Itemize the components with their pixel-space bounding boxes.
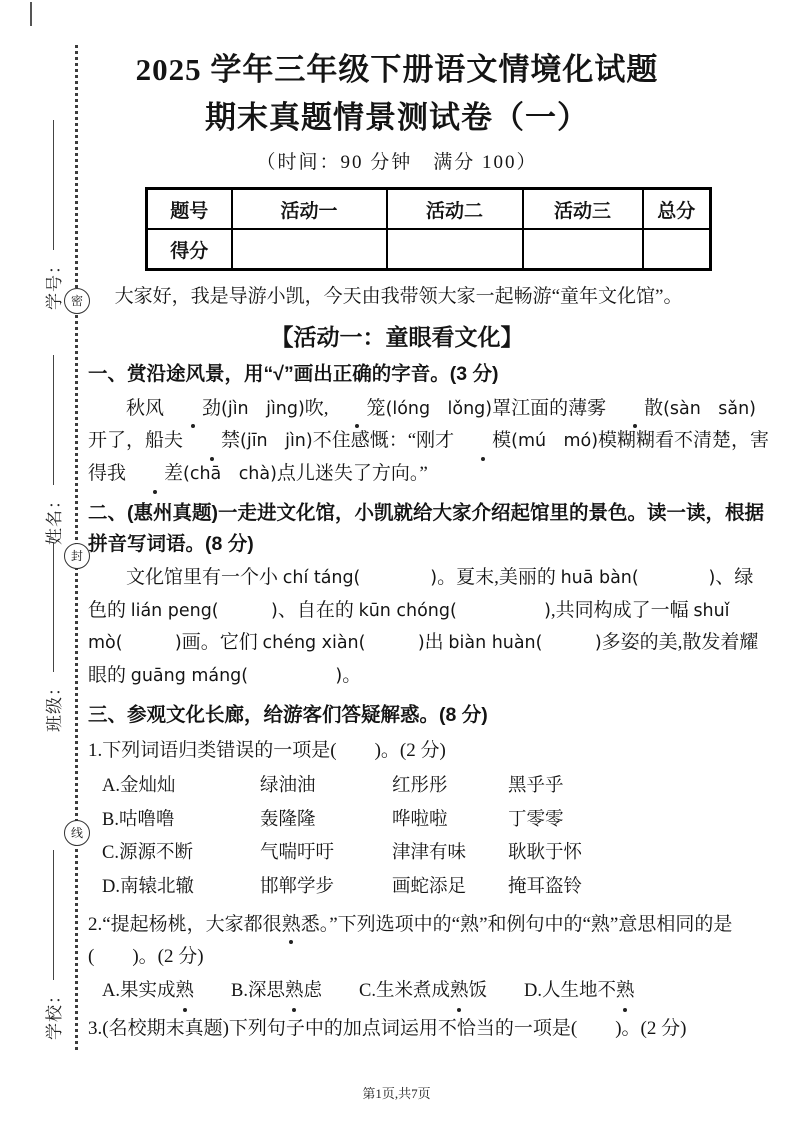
score-table-col-activity1: 活动一	[232, 189, 387, 230]
option-cell: 丁零零	[508, 809, 564, 830]
option-cell: 画蛇添足	[392, 877, 467, 898]
class-blank-line	[53, 542, 54, 672]
option-row-d	[102, 871, 770, 905]
option-cell: 红彤彤	[392, 776, 448, 797]
name-blank-line	[53, 355, 54, 485]
option-row-c	[102, 837, 770, 871]
student-number-label: 学号：	[44, 256, 64, 310]
option-cell: 轰隆隆	[260, 809, 316, 830]
option-cell: 绿油油	[260, 776, 316, 797]
score-cell-activity1	[232, 229, 387, 270]
option-row-a	[102, 770, 770, 804]
side-field-name	[39, 355, 65, 545]
seal-char-mi: 密	[64, 288, 90, 314]
score-cell-activity2	[387, 229, 523, 270]
q3-sub2-stem: 2.“提起杨桃，大家都很熟悉。”下列选项中的“熟”和例句中的“熟”意思相同的是( )。(2 分)	[88, 909, 770, 974]
q3-sub3-stem: 3.(名校期末真题)下列句子中的加点词运用不恰当的一项是( )。(2 分)	[88, 1017, 687, 1039]
page-footer: 第1页,共7页	[362, 1086, 431, 1101]
activity1-title: 【活动一：童眼看文化】	[270, 324, 524, 351]
score-table-col-activity3: 活动三	[523, 189, 643, 230]
option-cell: C.源源不断	[102, 843, 193, 864]
class-label: 班级：	[44, 678, 64, 732]
option-cell: 掩耳盗铃	[508, 877, 583, 898]
page-title-line1: 2025 学年三年级下册语文情境化试题	[135, 52, 659, 87]
seal-char-xian: 线	[64, 820, 90, 846]
q3-sub1-options-grid	[88, 770, 770, 905]
score-row-label: 得分	[147, 229, 232, 270]
question2-passage: 文化馆里有一个小 chí táng( )。夏末,美丽的 huā bàn( )、绿色的 lián peng( )、自在的 kūn chóng( ),共同构成了一幅 shuǐ mò( )画。它们 chéng xiàn( )出 biàn huàn( )多姿的美,散发着耀眼的 guāng máng( )。	[88, 567, 759, 687]
score-table-score-row	[147, 229, 711, 270]
q3-sub2-options: A.果实成熟 B.深思熟虑 C.生米煮成熟饭 D.人生地不熟	[88, 975, 770, 1008]
exam-content	[88, 48, 770, 1045]
option-row-b	[102, 804, 770, 838]
school-blank-line	[53, 850, 54, 980]
option-cell: 哗啦啦	[392, 809, 448, 830]
score-cell-total	[643, 229, 711, 270]
intro-text: 大家好，我是导游小凯，今天由我带领大家一起畅游“童年文化馆”。	[114, 286, 683, 308]
score-cell-activity3	[523, 229, 643, 270]
score-table-col-question: 题号	[147, 189, 232, 230]
exam-meta: （时间：90 分钟 满分 100）	[256, 152, 538, 174]
question1-heading: 一、赏沿途风景，用“√”画出正确的字音。(3 分)	[88, 363, 499, 386]
option-cell: D.南辕北辙	[102, 877, 194, 898]
question1-passage: 秋风 劲(jìn jìng)吹, 笼(lóng lǒng)罩江面的薄雾 散(sàn sǎn)开了，船夫 禁(jīn jìn)不住感慨：“刚才 模(mú mó)模糊糊看不清楚，害得我 差(chā chà)点儿迷失了方向。”	[88, 393, 770, 491]
score-table-header-row	[147, 189, 711, 230]
side-field-school	[39, 850, 65, 1040]
page-title-line2: 期末真题情景测试卷（一）	[205, 100, 589, 136]
score-table-col-total: 总分	[643, 189, 711, 230]
option-cell: A.金灿灿	[102, 776, 176, 797]
name-label: 姓名：	[44, 491, 64, 545]
q3-sub1-stem: 1.下列词语归类错误的一项是( )。(2 分)	[88, 739, 446, 761]
question3-heading: 三、参观文化长廊，给游客们答疑解惑。(8 分)	[88, 703, 488, 726]
school-label: 学校：	[44, 986, 64, 1040]
option-cell: 邯郸学步	[260, 877, 335, 898]
question2-heading: 二、(惠州真题)一走进文化馆，小凯就给大家介绍起馆里的景色。读一读，根据拼音写词语。(8 分)	[88, 501, 764, 555]
option-cell: 津津有味	[392, 843, 467, 864]
page-edge-mark	[30, 2, 32, 26]
side-field-class	[39, 542, 65, 732]
score-table	[145, 187, 712, 271]
seal-char-feng: 封	[64, 543, 90, 569]
option-cell: B.咕噜噜	[102, 809, 175, 830]
option-cell: 耿耿于怀	[508, 843, 583, 864]
option-cell: 气喘吁吁	[260, 843, 335, 864]
option-cell: 黑乎乎	[508, 776, 564, 797]
score-table-col-activity2: 活动二	[387, 189, 523, 230]
